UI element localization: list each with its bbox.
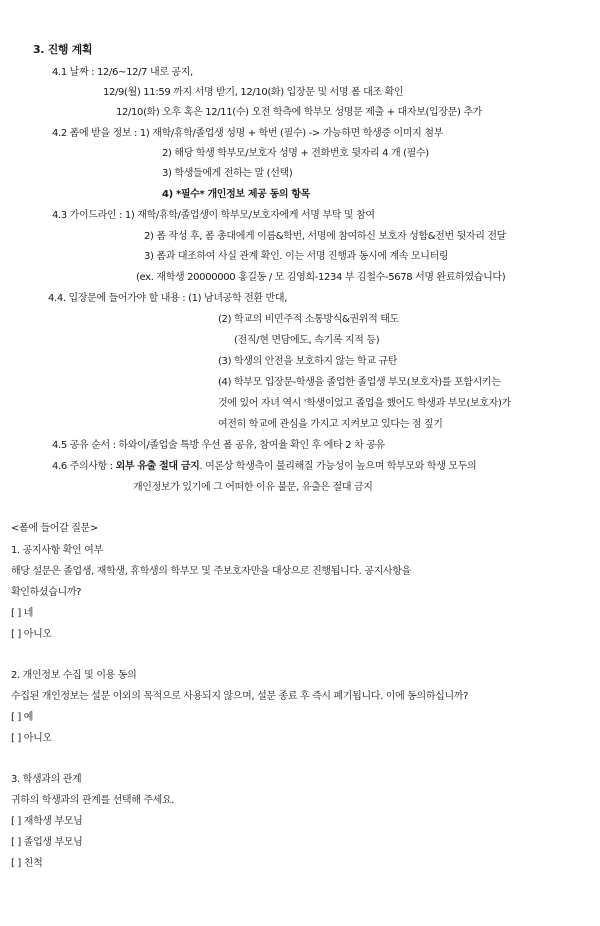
question-2-desc: 수집된 개인정보는 설문 이외의 목적으로 사용되지 않으며, 설문 종료 후 즉시 폐기됩니다. 이에 동의하십니까? <box>11 691 469 702</box>
plan-4-6-label <box>52 460 476 473</box>
question-2-option-no: [ ] 아니오 <box>11 733 52 744</box>
plan-4-1-line: 12/10(화) 오후 혹은 12/11(수) 오전 학측에 학부모 성명문 제출 + 대자보(입장문) 추가 <box>116 107 482 118</box>
plan-4-2-line-required: 4) *필수* 개인정보 제공 동의 항목 <box>162 189 310 200</box>
plan-4-4-line: (4) 학부모 입장문-학생을 졸업한 졸업생 부모(보호자)를 포함시키는 <box>218 377 501 388</box>
question-3-title: 3. 학생과의 관계 <box>11 774 82 785</box>
question-3-desc: 귀하의 학생과의 관계를 선택해 주세요. <box>11 795 175 806</box>
plan-4-4-line: 것에 있어 자녀 역시 '학생이었고 졸업을 했어도 학생과 부모(보호자)가 <box>218 398 511 409</box>
question-3-option-relative: [ ] 친척 <box>11 858 43 869</box>
plan-4-6-line: 개인정보가 있기에 그 어떠한 이유 불문, 유출은 절대 금지 <box>133 482 373 493</box>
question-2-option-yes: [ ] 예 <box>11 712 34 723</box>
plan-4-2-label: 4.2 폼에 받을 정보 : 1) 재학/휴학/졸업생 성명 + 학번 (필수) -> 가능하면 학생증 이미지 첨부 <box>52 128 443 139</box>
question-1-desc: 확인하셨습니까? <box>11 587 82 598</box>
section-heading: 3. 진행 계획 <box>33 43 93 56</box>
plan-4-3-label: 4.3 가이드라인 : 1) 재학/휴학/졸업생이 학부모/보호자에게 서명 부탁 및 참여 <box>52 210 375 221</box>
plan-4-6-prefix: 4.6 주의사항 : <box>52 461 116 472</box>
plan-4-2-line: 2) 해당 학생 학부모/보호자 성명 + 전화번호 뒷자리 4 개 (필수) <box>162 148 429 159</box>
plan-4-4-line: (전직/현 면담에도, 속기록 지적 등) <box>234 335 380 346</box>
plan-4-5-label: 4.5 공유 순서 : 하와이/졸업술 특방 우선 폼 공유, 참여율 확인 후 에타 2 차 공유 <box>52 440 385 451</box>
plan-4-4-line: (2) 학교의 비민주적 소통방식&권위적 태도 <box>218 314 399 325</box>
question-1-desc: 해당 설문은 졸업생, 재학생, 휴학생의 학부모 및 주보호자만을 대상으로 진행됩니다. 공지사항을 <box>11 566 411 577</box>
question-3-option-graduate: [ ] 졸업생 부모님 <box>11 837 83 848</box>
question-1-option-no: [ ] 아니오 <box>11 629 52 640</box>
plan-4-3-line: 2) 폼 작성 후, 폼 총대에게 이름&학번, 서명에 참여하신 보호자 성함&전번 뒷자리 전달 <box>144 231 506 242</box>
question-2-title: 2. 개인정보 수집 및 이용 동의 <box>11 670 137 681</box>
plan-4-1-label: 4.1 날짜 : 12/6~12/7 내로 공지, <box>52 67 193 78</box>
plan-4-4-label: 4.4. 입장문에 들어가야 할 내용 : (1) 남녀공학 전환 반대, <box>48 293 287 304</box>
plan-4-6-rest: . 여론상 학생측이 불리해질 가능성이 높으며 학부모와 학생 모두의 <box>199 461 477 472</box>
plan-4-3-line: 3) 폼과 대조하여 사실 관계 확인. 이는 서명 진행과 동시에 계속 모니터링 <box>144 251 449 262</box>
question-3-option-current: [ ] 재학생 부모님 <box>11 816 83 827</box>
question-1-option-yes: [ ] 네 <box>11 608 34 619</box>
plan-4-4-line: (3) 학생의 안전을 보호하지 않는 학교 규탄 <box>218 356 398 367</box>
plan-4-3-example: (ex. 재학생 20000000 홍길동 / 모 김영희-1234 부 김철수-5678 서명 완료하였습니다) <box>136 272 506 283</box>
plan-4-6-warning: 외부 유출 절대 금지 <box>115 461 200 472</box>
plan-4-4-line: 여전히 학교에 관심을 가지고 지켜보고 있다는 점 짚기 <box>218 419 443 430</box>
question-1-title: 1. 공지사항 확인 여부 <box>11 545 103 556</box>
plan-4-1-line: 12/9(월) 11:59 까지 서명 받기, 12/10(화) 입장문 및 서명 폼 대조 확인 <box>103 87 404 98</box>
questions-heading: <폼에 들어갈 질문> <box>11 523 98 534</box>
plan-4-2-line: 3) 학생들에게 전하는 말 (선택) <box>162 168 293 179</box>
